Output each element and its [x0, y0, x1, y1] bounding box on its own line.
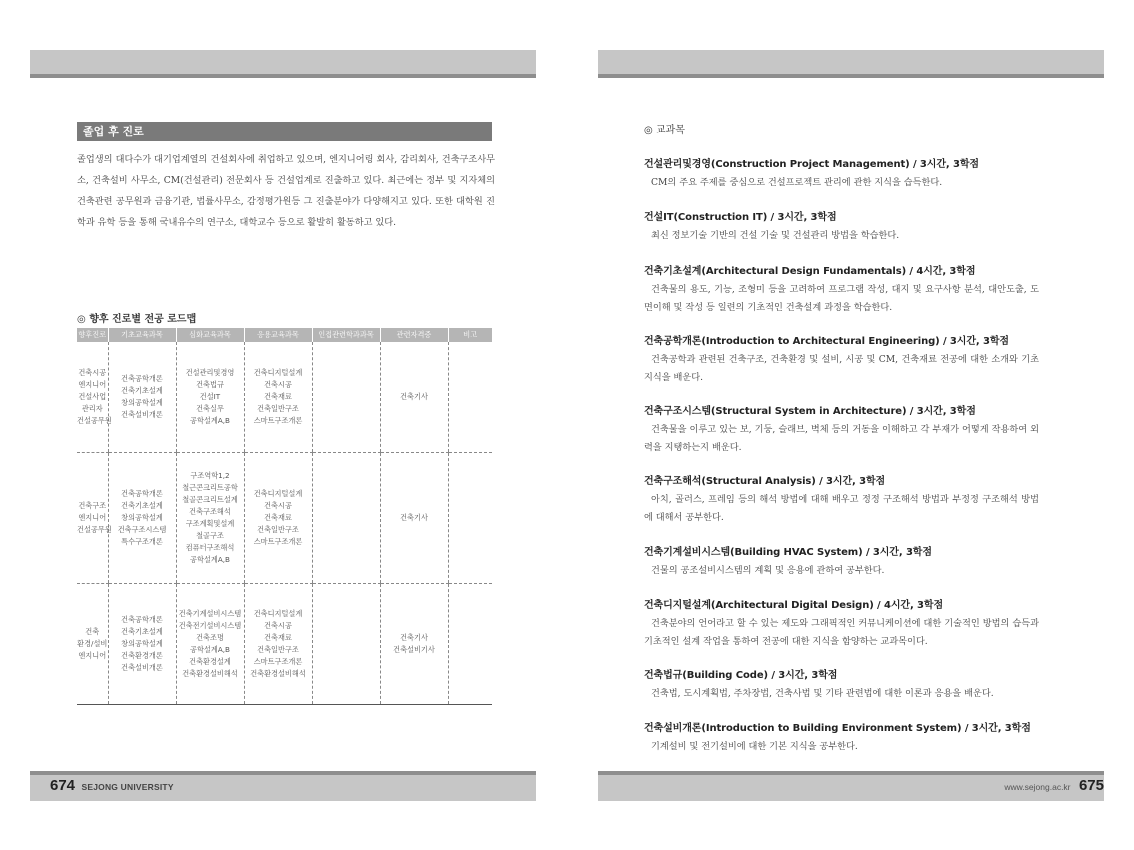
- cell-line: 건축재료: [264, 392, 292, 401]
- course-title: 건축디지털설계(Architectural Digital Design) / 4시간, 3학점: [644, 600, 944, 611]
- table-cell-advanced: [176, 342, 244, 453]
- course-title: 건설IT(Construction IT) / 3시간, 3학점: [644, 212, 837, 223]
- course-description: 건축물의 용도, 기능, 조형미 등을 고려하여 프로그램 작성, 대지 및 요구사항 분석, 대안도출, 도면이해 및 작성 등 일련의 기초적인 건축설계 과정을 학습한다.: [644, 284, 1039, 313]
- cell-line: 건축재료: [264, 633, 292, 642]
- footer-left: [50, 777, 174, 795]
- course-description: 건물의 공조설비시스템의 계획 및 응용에 관하여 공부한다.: [651, 565, 885, 576]
- course-title: 건축구조해석(Structural Analysis) / 3시간, 3학점: [644, 476, 886, 487]
- table-cell-adjacent: [312, 342, 380, 453]
- course-title: 건축공학개론(Introduction to Architectural Engineering) / 3시간, 3학점: [644, 336, 1009, 347]
- course-item: [644, 719, 1039, 756]
- cell-line: 건축설비개론: [121, 410, 163, 419]
- course-title: 건축법규(Building Code) / 3시간, 3학점: [644, 670, 838, 681]
- cell-line: 건축디지털설계: [253, 368, 303, 377]
- table-cell-basic: [108, 453, 176, 584]
- intro-paragraph: 졸업생의 대다수가 대기업계열의 건설회사에 취업하고 있으며, 엔지니어링 회사, 감리회사, 건축구조사무소, 건축설비 사무소, CM(건설관리) 전문회사 등 건설업계로 진출하고 있다. 최근에는 정부 및 지자체의 건축관련 공무원과 금융기관, 법률사무소, 감정평가원등 그 진출분야가 다양해지고 있다. 또한 대학원 진학과 유학 등을 통해 국내유수의 연구소, 대학교수 등으로 활발히 활동하고 있다.: [77, 154, 495, 228]
- cell-line: 건축기계설비시스템: [178, 609, 242, 618]
- cell-line: 건설공무원: [77, 525, 112, 534]
- col-header: 비고: [448, 328, 492, 342]
- cell-line: 건축디지털설계: [253, 609, 303, 618]
- course-description: 건축물을 이루고 있는 보, 기둥, 슬래브, 벽체 등의 거동을 이해하고 각 부재가 어떻게 작용하여 외력을 지탱하는지 배운다.: [644, 424, 1039, 453]
- cell-line: 건축환경설비해석: [250, 669, 306, 678]
- table-cell-note: [448, 584, 492, 705]
- cell-line: 건축기사: [400, 392, 428, 401]
- col-header: 기초교육과목: [108, 328, 176, 342]
- cell-line: 건축디지털설계: [253, 489, 303, 498]
- cell-line: 건축환경설계: [189, 657, 231, 666]
- table-cell-applied: [244, 342, 312, 453]
- table-cell-license: [380, 342, 448, 453]
- col-header: 심화교육과목: [176, 328, 244, 342]
- cell-line: 스마트구조개론: [253, 537, 303, 546]
- cell-line: 공학설계A,B: [190, 416, 230, 425]
- cell-line: 건설공무원: [77, 416, 112, 425]
- course-item: [644, 472, 1039, 527]
- cell-line: 건축환경설비해석: [182, 669, 238, 678]
- table-cell-note: [448, 342, 492, 453]
- col-header: 인접관련학과과목: [312, 328, 380, 342]
- table-cell-applied: [244, 453, 312, 584]
- course-item: [644, 155, 1039, 192]
- table-cell-basic: [108, 584, 176, 705]
- cell-line: 특수구조개론: [121, 537, 163, 546]
- course-item: [644, 208, 1039, 245]
- cell-line: 건축전기설비시스템: [178, 621, 242, 630]
- table-cell-career: [77, 453, 112, 584]
- table-header-row: [77, 328, 492, 342]
- top-band: [598, 50, 1104, 74]
- cell-line: 관리자: [81, 404, 103, 413]
- course-description: 건축공학과 관련된 건축구조, 건축환경 및 설비, 시공 및 CM, 건축재료 전공에 대한 소개와 기초지식을 배운다.: [644, 354, 1039, 383]
- top-band: [30, 50, 536, 74]
- page-number: 674: [50, 777, 76, 794]
- cell-line: 건축구조해석: [189, 507, 231, 516]
- table-row: [77, 342, 492, 453]
- cell-line: 건축실무: [196, 404, 224, 413]
- cell-line: 건축재료: [264, 513, 292, 522]
- cell-line: 창의공학설계: [121, 398, 163, 407]
- cell-line: 엔지니어: [78, 380, 107, 389]
- cell-line: 건축구조: [78, 501, 107, 510]
- cell-line: 건축기사: [400, 633, 428, 642]
- course-description: 기계설비 및 전기설비에 대한 기본 지식을 공부한다.: [651, 741, 858, 752]
- cell-line: 건축조명: [196, 633, 224, 642]
- course-item: [644, 262, 1039, 317]
- table-row: [77, 453, 492, 584]
- footer-right: [1004, 777, 1104, 795]
- table-cell-basic: [108, 342, 176, 453]
- table-cell-advanced: [176, 453, 244, 584]
- cell-line: 엔지니어: [78, 513, 107, 522]
- cell-line: 스마트구조개론: [253, 416, 303, 425]
- cell-line: 건축공학개론: [121, 489, 163, 498]
- course-description: CM의 주요 주제를 중심으로 건설프로젝트 관리에 관한 지식을 습득한다.: [651, 177, 943, 188]
- course-title: 건축설비개론(Introduction to Building Environment System) / 3시간, 3학점: [644, 723, 1031, 734]
- course-title: 건축구조시스템(Structural System in Architecture) / 3시간, 3학점: [644, 406, 976, 417]
- cell-line: 건축기사: [400, 513, 428, 522]
- cell-line: 건축일반구조: [257, 525, 299, 534]
- cell-line: 건축기초설계: [121, 386, 163, 395]
- cell-line: 환경/설비: [77, 639, 108, 648]
- course-title: 건축기계설비시스템(Building HVAC System) / 3시간, 3학점: [644, 547, 932, 558]
- col-header: 응용교육과목: [244, 328, 312, 342]
- page-number: 675: [1078, 777, 1104, 794]
- table-cell-career: [77, 342, 112, 453]
- course-item: [644, 332, 1039, 387]
- table-cell-adjacent: [312, 584, 380, 705]
- col-header: 향후진로: [77, 328, 108, 342]
- courses-heading: ◎ 교과목: [644, 125, 685, 136]
- table-cell-adjacent: [312, 453, 380, 584]
- website-url: www.sejong.ac.kr: [1004, 782, 1071, 792]
- cell-line: 건축기초설계: [121, 501, 163, 510]
- cell-line: 건축일반구조: [257, 645, 299, 654]
- cell-line: 건설사업: [78, 392, 107, 401]
- cell-line: 엔지니어: [78, 651, 107, 660]
- cell-line: 컴퓨터구조해석: [185, 543, 235, 552]
- cell-line: 철골구조: [196, 531, 224, 540]
- cell-line: 건축구조시스템: [117, 525, 167, 534]
- table-row: [77, 584, 492, 705]
- table-cell-advanced: [176, 584, 244, 705]
- section-heading: 졸업 후 진로: [77, 122, 492, 141]
- course-description: 최신 정보기술 기반의 건설 기술 및 건설관리 방법을 학습한다.: [651, 230, 900, 241]
- cell-line: 건축법규: [196, 380, 224, 389]
- cell-line: 건설IT: [199, 392, 221, 401]
- cell-line: 공학설계A,B: [190, 555, 230, 564]
- course-item: [644, 666, 1039, 703]
- table-cell-note: [448, 453, 492, 584]
- cell-line: 건축시공: [264, 380, 292, 389]
- cell-line: 구조계획및설계: [185, 519, 235, 528]
- cell-line: 건축공학개론: [121, 615, 163, 624]
- cell-line: 건축시공: [264, 501, 292, 510]
- cell-line: 건축: [85, 627, 100, 636]
- course-title: 건축기초설계(Architectural Design Fundamentals) / 4시간, 3학점: [644, 266, 976, 277]
- course-description: 건축분야의 언어라고 할 수 있는 제도와 그래픽적인 커뮤니케이션에 대한 기술적인 방법의 습득과 기초적인 설계 작업을 통하여 전공에 대한 지식을 함양하는 교과목이다.: [644, 618, 1039, 647]
- table-cell-license: [380, 453, 448, 584]
- top-band-rule: [598, 74, 1104, 78]
- cell-line: 창의공학설계: [121, 513, 163, 522]
- table-cell-applied: [244, 584, 312, 705]
- roadmap-title: ◎ 향후 진로별 전공 로드맵: [77, 314, 197, 325]
- cell-line: 공학설계A,B: [190, 645, 230, 654]
- table-cell-license: [380, 584, 448, 705]
- cell-line: 건축설비개론: [121, 663, 163, 672]
- cell-line: 창의공학설계: [121, 639, 163, 648]
- col-header: 관련자격증: [380, 328, 448, 342]
- roadmap-table: [77, 328, 492, 705]
- course-item: [644, 596, 1039, 651]
- cell-line: 건축일반구조: [257, 404, 299, 413]
- course-description: 아치, 골러스, 프레임 등의 해석 방법에 대해 배우고 정정 구조해석 방법과 부정정 구조해석 방법에 대해서 공부한다.: [644, 494, 1039, 523]
- cell-line: 건축설비기사: [393, 645, 435, 654]
- cell-line: 건축시공: [78, 368, 107, 377]
- course-item: [644, 543, 1039, 580]
- table-cell-career: [77, 584, 108, 705]
- cell-line: 건설관리및경영: [185, 368, 235, 377]
- course-description: 건축법, 도시계획법, 주차장법, 건축사법 및 기타 관련법에 대한 이론과 응용을 배운다.: [651, 688, 994, 699]
- cell-line: 스마트구조개론: [253, 657, 303, 666]
- cell-line: 건축환경개론: [121, 651, 163, 660]
- cell-line: 건축공학개론: [121, 374, 163, 383]
- cell-line: 철근콘크리트공학: [182, 483, 238, 492]
- cell-line: 철골콘크리트설계: [182, 495, 238, 504]
- course-item: [644, 402, 1039, 457]
- cell-line: 건축시공: [264, 621, 292, 630]
- top-band-rule: [30, 74, 536, 78]
- university-name: SEJONG UNIVERSITY: [81, 782, 174, 792]
- cell-line: 건축기초설계: [121, 627, 163, 636]
- course-title: 건설관리및경영(Construction Project Management) / 3시간, 3학점: [644, 159, 979, 170]
- cell-line: 구조역학1,2: [190, 471, 230, 480]
